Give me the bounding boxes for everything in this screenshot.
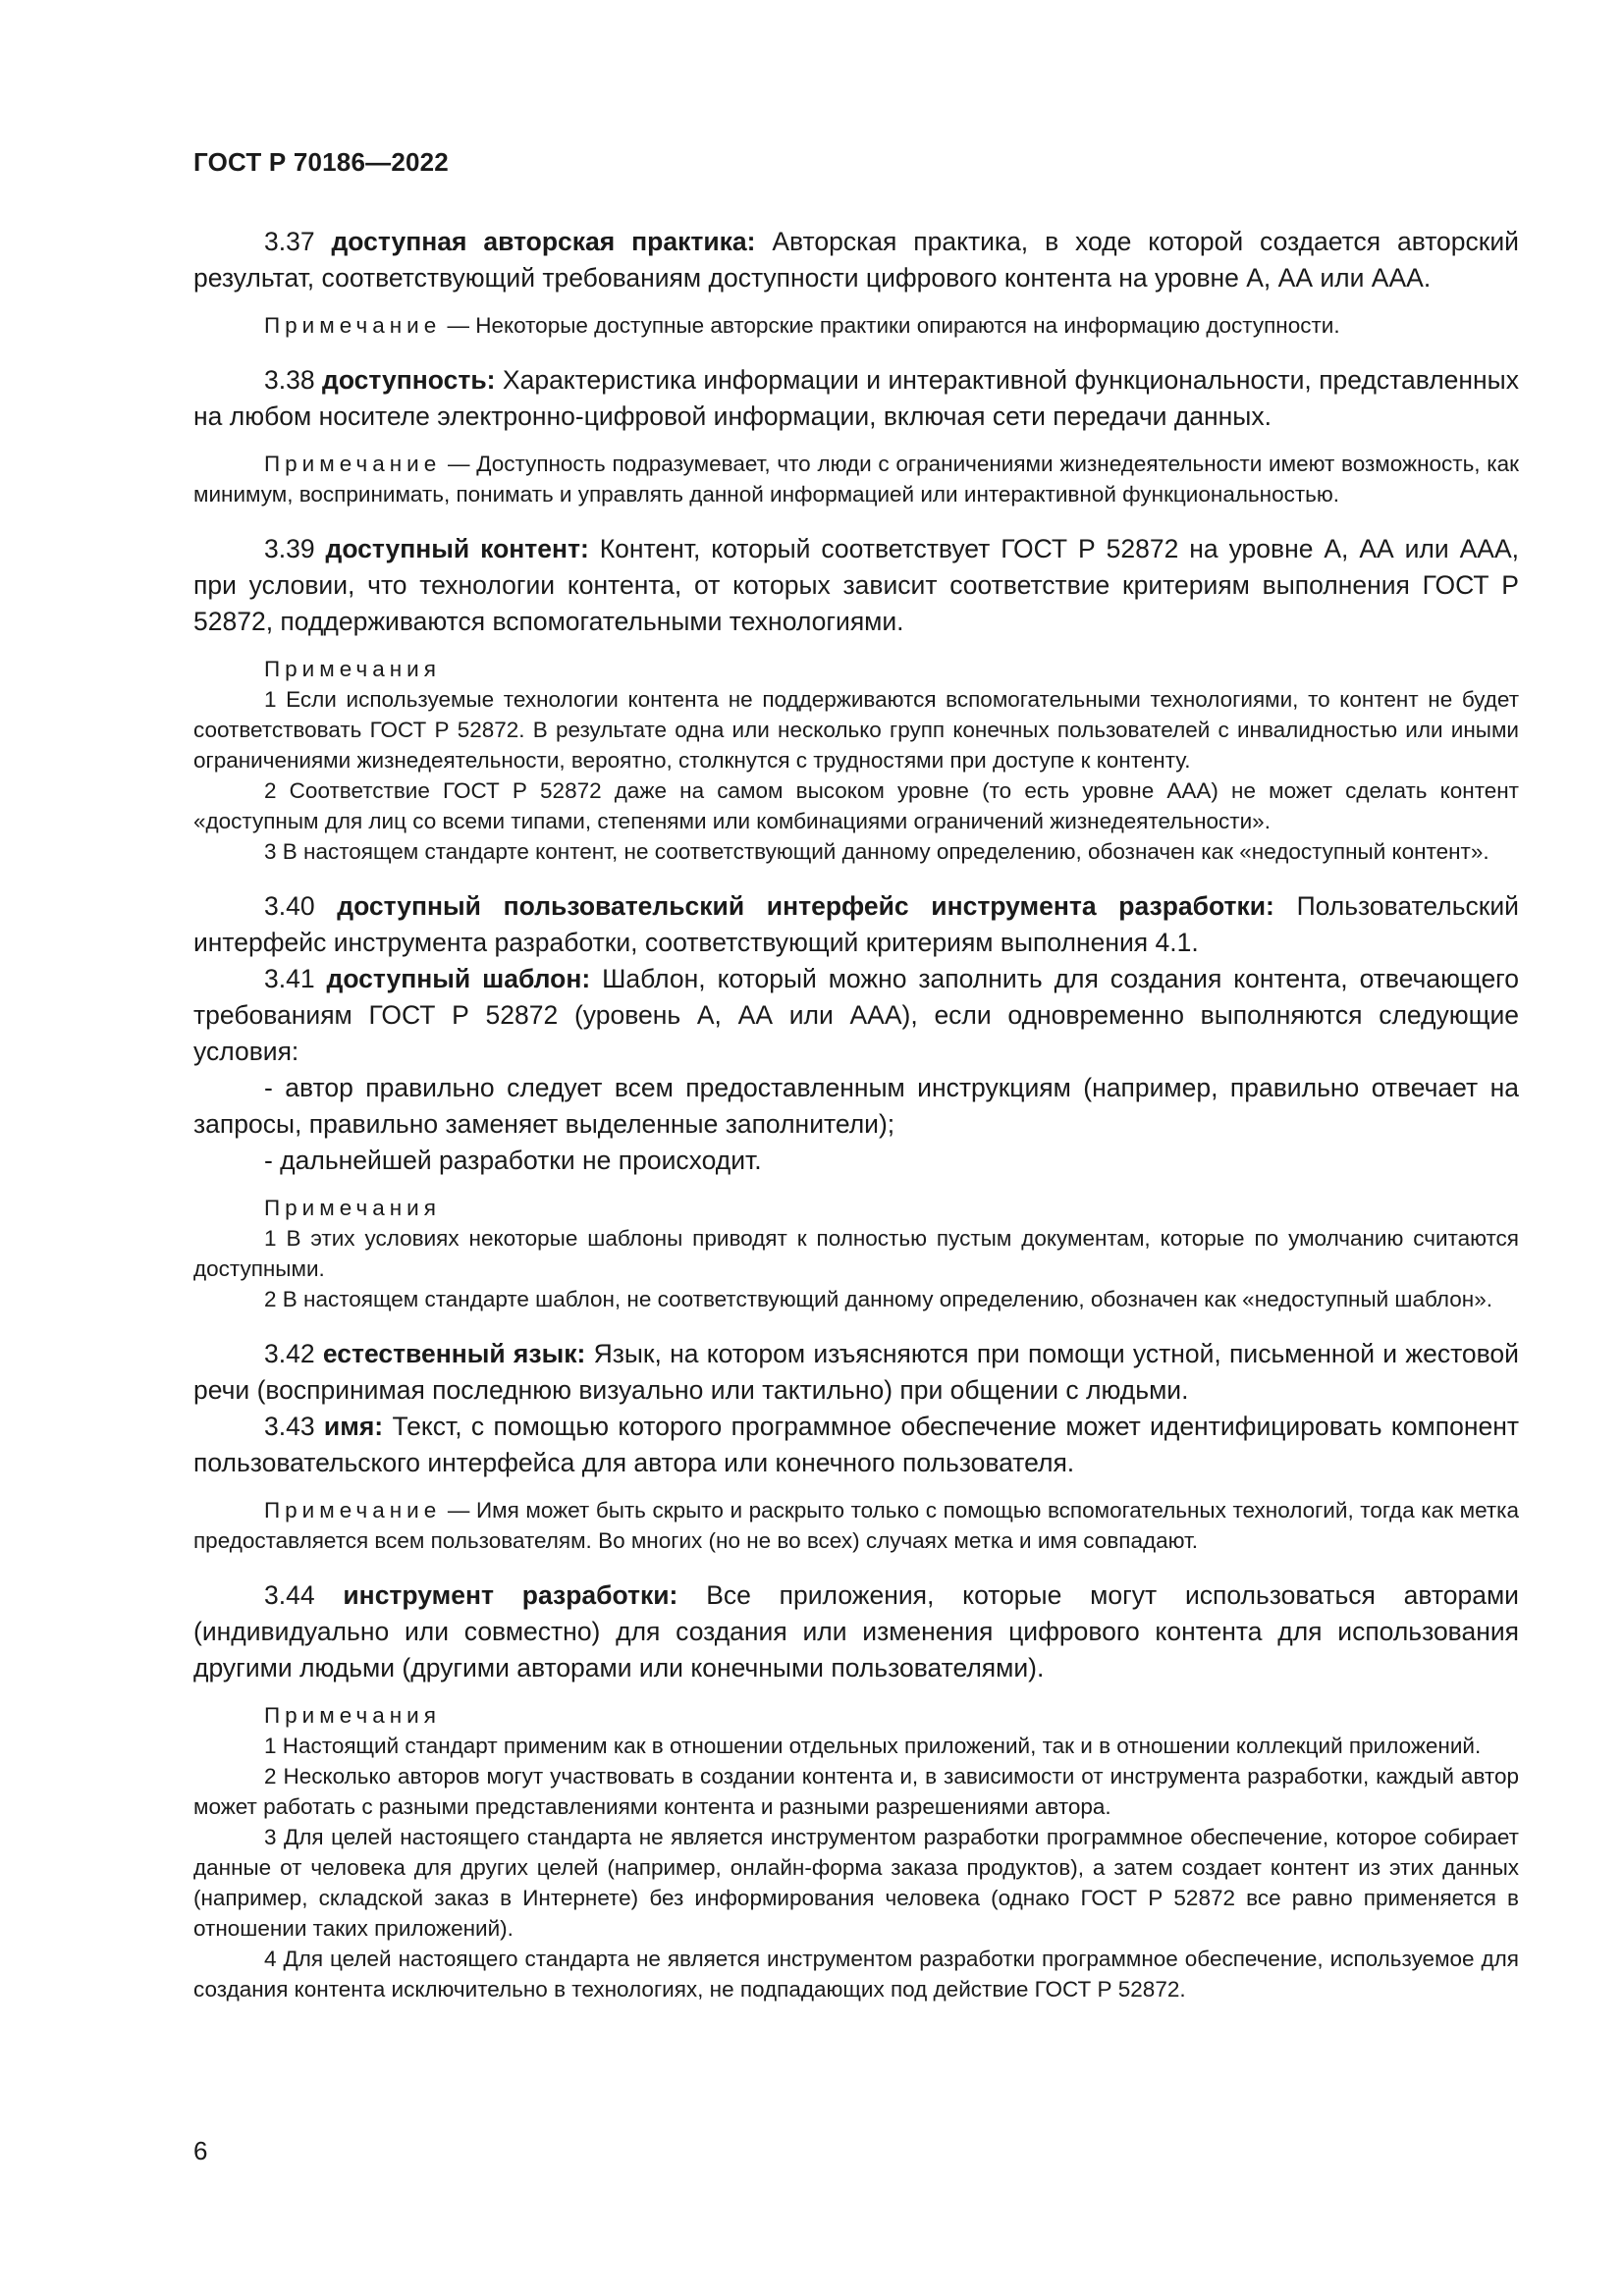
note-item: 2 В настоящем стандарте шаблон, не соответствующий данному определению, обозначен как «недоступный шаблон». — [264, 1287, 1492, 1311]
note-text: — Имя может быть скрыто и раскрыто только с помощью вспомогательных технологий, тогда как метка предоставляется всем пользователям. Во многих (но не во всех) случаях метка и имя совпадают. — [193, 1498, 1519, 1553]
note-3-38 — [193, 449, 1519, 509]
term-number: 3.43 — [264, 1412, 315, 1441]
document-body — [193, 224, 1519, 2004]
note-label: Примечание — [264, 452, 442, 476]
term-title: имя: — [323, 1412, 384, 1441]
term-number: 3.44 — [264, 1580, 315, 1610]
term-title: доступная авторская практика: — [331, 227, 756, 256]
note-3-43 — [193, 1495, 1519, 1556]
term-3-37 — [193, 224, 1519, 296]
note-label: Примечание — [264, 1498, 442, 1522]
term-definition: Пользовательский интерфейс инструмента разработки, соответствующий критериям выполнения 4.1. — [193, 891, 1519, 957]
note-item: 2 Несколько авторов могут участвовать в создании контента и, в зависимости от инструмента разработки, каждый автор может работать с разными представлениями контента и разными разрешениями автора. — [193, 1764, 1519, 1819]
note-item: 1 В этих условиях некоторые шаблоны приводят к полностью пустым документам, которые по умолчанию считаются доступными. — [193, 1226, 1519, 1281]
notes-label: Примечания — [264, 657, 441, 681]
note-3-37 — [193, 310, 1519, 341]
term-title: инструмент разработки: — [343, 1580, 678, 1610]
term-3-40 — [193, 888, 1519, 961]
term-number: 3.38 — [264, 365, 315, 395]
term-title: доступный пользовательский интерфейс инструмента разработки: — [337, 891, 1274, 921]
term-definition: Текст, с помощью которого программное обеспечение может идентифицировать компонент пользовательского интерфейса для автора или конечного пользователя. — [193, 1412, 1519, 1477]
term-number: 3.37 — [264, 227, 315, 256]
term-3-43 — [193, 1409, 1519, 1481]
term-definition: Контент, который соответствует ГОСТ Р 52872 на уровне А, АА или ААА, при условии, что технологии контента, от которых зависит соответствие критериям выполнения ГОСТ Р 52872, поддерживаются вспомогательными технологиями. — [193, 534, 1519, 636]
term-3-44 — [193, 1577, 1519, 1686]
notes-label: Примечания — [264, 1703, 441, 1728]
term-definition: Язык, на котором изъясняются при помощи устной, письменной и жестовой речи (воспринимая последнюю визуально или тактильно) при общении с людьми. — [193, 1339, 1519, 1405]
term-definition: Шаблон, который можно заполнить для создания контента, отвечающего требованиям ГОСТ Р 52872 (уровень А, АА или ААА), если одновременно выполняются следующие условия: — [193, 964, 1520, 1066]
page-number: 6 — [193, 2136, 208, 2165]
list-item: - автор правильно следует всем предоставленным инструкциям (например, правильно отвечает на запросы, правильно заменяет выделенные заполнители); — [193, 1073, 1519, 1139]
term-3-39 — [193, 531, 1519, 640]
document-header: ГОСТ Р 70186—2022 — [193, 147, 449, 177]
term-definition: Все приложения, которые могут использоваться авторами (индивидуально или совместно) для создания или изменения цифрового контента для использования другими людьми (другими авторами или конечными пользователями). — [193, 1580, 1519, 1682]
note-item: 3 Для целей настоящего стандарта не является инструментом разработки программное обеспечение, которое собирает данные от человека для других целей (например, онлайн-форма заказа продуктов), а затем создает контент из этих данных (например, складской заказ в Интернете) без информирования человека (однако ГОСТ Р 52872 все равно применяется в отношении таких приложений). — [193, 1825, 1519, 1941]
note-item: 4 Для целей настоящего стандарта не является инструментом разработки программное обеспечение, используемое для создания контента исключительно в технологиях, не подпадающих под действие ГОСТ Р 52872. — [193, 1947, 1519, 2002]
term-number: 3.42 — [264, 1339, 315, 1368]
term-title: доступность: — [322, 365, 496, 395]
term-title: естественный язык: — [322, 1339, 586, 1368]
term-definition: Авторская практика, в ходе которой создается авторский результат, соответствующий требованиям доступности цифрового контента на уровне А, АА или ААА. — [193, 227, 1519, 293]
note-item: 1 Настоящий стандарт применим как в отношении отдельных приложений, так и в отношении коллекций приложений. — [264, 1734, 1482, 1758]
note-item: 3 В настоящем стандарте контент, не соответствующий данному определению, обозначен как «недоступный контент». — [264, 839, 1489, 864]
note-text: — Доступность подразумевает, что люди с ограничениями жизнедеятельности имеют возможность, как минимум, воспринимать, понимать и управлять данной информацией или интерактивной функциональностью. — [193, 452, 1519, 507]
term-number: 3.39 — [264, 534, 315, 563]
term-number: 3.41 — [264, 964, 315, 993]
note-text: — Некоторые доступные авторские практики опираются на информацию доступности. — [447, 313, 1340, 338]
term-title: доступный шаблон: — [326, 964, 591, 993]
term-3-38 — [193, 362, 1519, 435]
term-title: доступный контент: — [325, 534, 589, 563]
term-number: 3.40 — [264, 891, 315, 921]
note-item: 2 Соответствие ГОСТ Р 52872 даже на самом высоком уровне (то есть уровне ААА) не может сделать контент «доступным для лиц со всеми типами, степенями или комбинациями ограничений жизнедеятельности». — [193, 778, 1519, 833]
term-definition: Характеристика информации и интерактивной функциональности, представленных на любом носителе электронно-цифровой информации, включая сети передачи данных. — [193, 365, 1519, 431]
term-3-41 — [193, 961, 1519, 1070]
term-3-42 — [193, 1336, 1519, 1409]
note-label: Примечание — [264, 313, 442, 338]
notes-label: Примечания — [264, 1196, 441, 1220]
list-item: - дальнейшей разработки не происходит. — [264, 1146, 762, 1175]
note-item: 1 Если используемые технологии контента не поддерживаются вспомогательными технологиями, то контент не будет соответствовать ГОСТ Р 52872. В результате одна или несколько групп конечных пользователей с инвалидностью или иными ограничениями жизнедеятельности, вероятно, столкнутся с трудностями при доступе к контенту. — [193, 687, 1519, 773]
